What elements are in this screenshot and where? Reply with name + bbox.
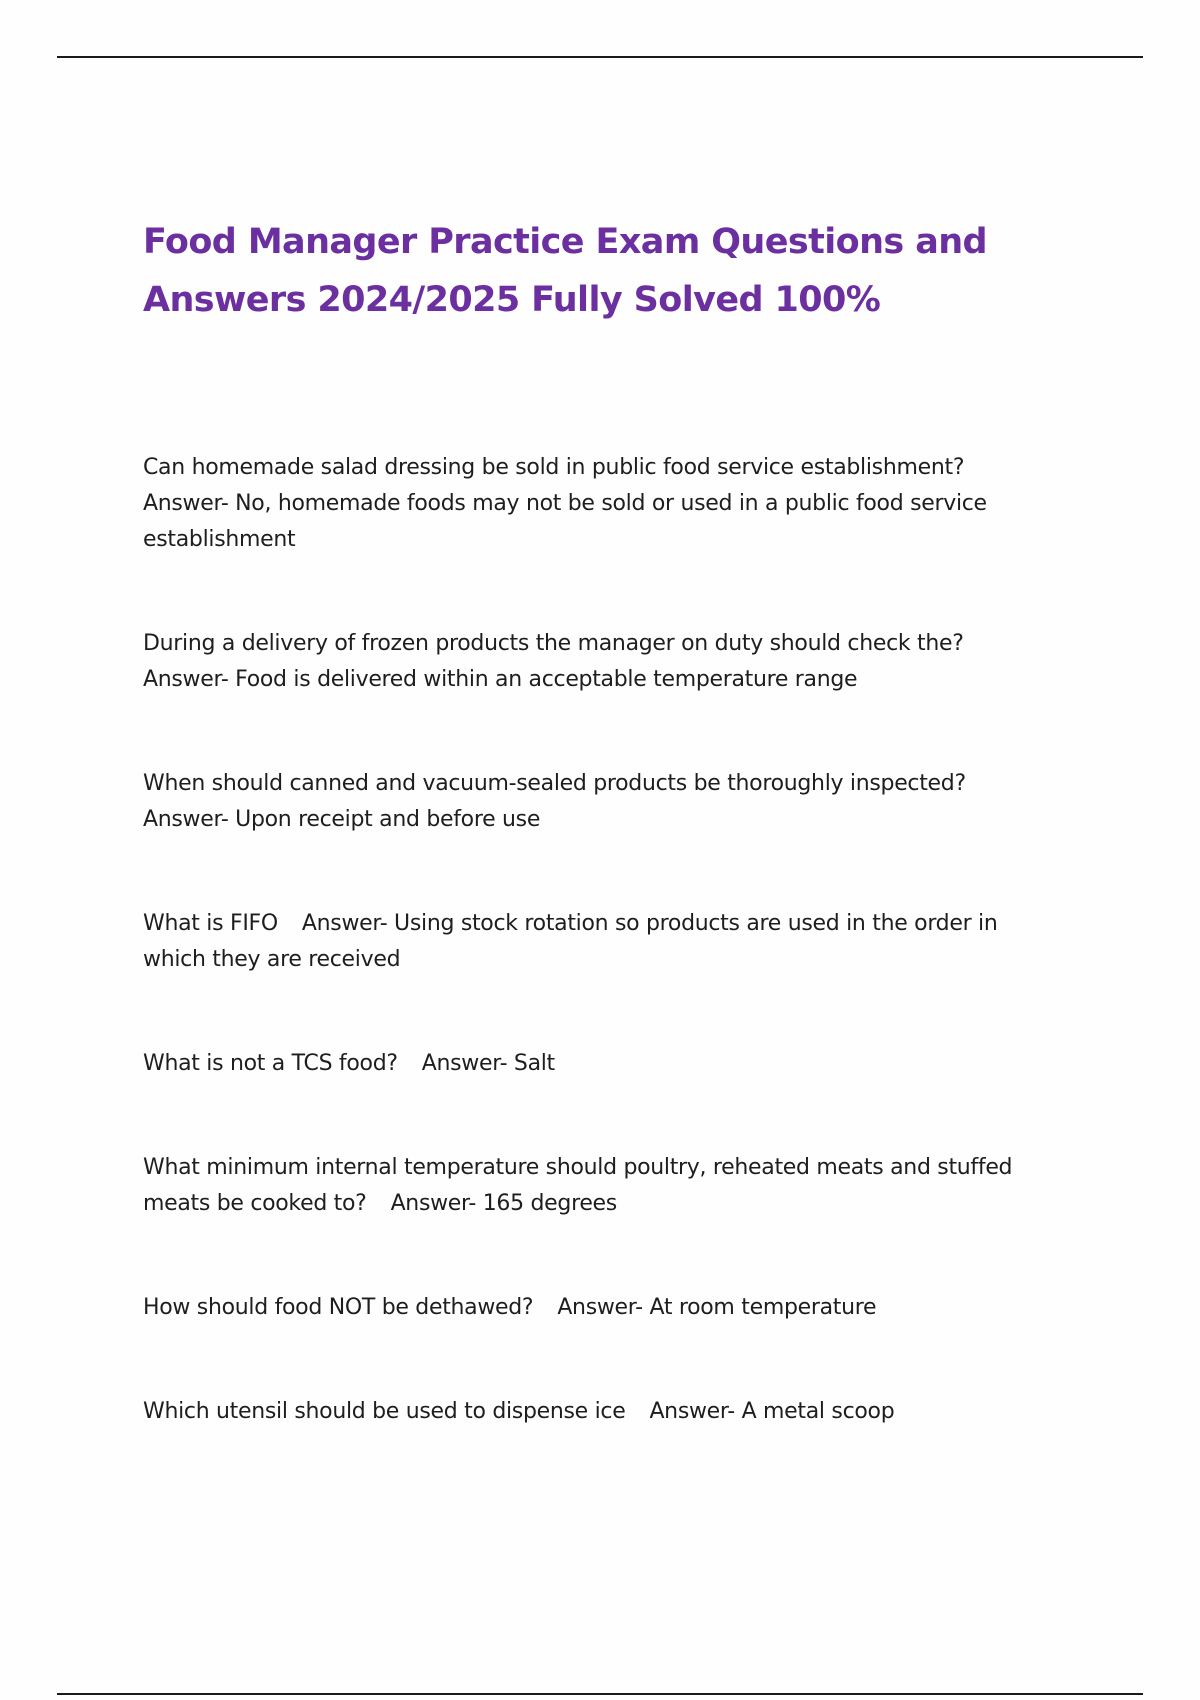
- qa-1-line-2: Answer- No, homemade foods may not be sold or used in a public food service: [143, 491, 987, 516]
- qa-6-answer: Answer- 165 degrees: [390, 1191, 617, 1216]
- qa-8-question: Which utensil should be used to dispense ice: [143, 1399, 626, 1424]
- qa-4-answer: Answer- Using stock rotation so products are used in the order in: [301, 911, 998, 936]
- top-rule: [57, 56, 1143, 58]
- title-line-1: Food Manager Practice Exam Questions and: [143, 222, 988, 262]
- qa-item-6: [143, 1150, 1063, 1222]
- qa-item-7: [143, 1290, 1063, 1326]
- qa-4-question: What is FIFO: [143, 911, 278, 936]
- qa-7-answer: Answer- At room temperature: [557, 1295, 877, 1320]
- qa-6-question: meats be cooked to?: [143, 1191, 367, 1216]
- qa-2-line-1: During a delivery of frozen products the manager on duty should check the?: [143, 631, 964, 656]
- qa-item-4: [143, 906, 1063, 978]
- qa-3-line-2: Answer- Upon receipt and before use: [143, 807, 541, 832]
- qa-6-line-1: What minimum internal temperature should poultry, reheated meats and stuffed: [143, 1155, 1013, 1180]
- title-line-2: Answers 2024/2025 Fully Solved 100%: [143, 280, 881, 320]
- qa-item-2: [143, 626, 1063, 698]
- qa-1-line-3: establishment: [143, 527, 296, 552]
- qa-item-1: [143, 450, 1063, 558]
- qa-7-question: How should food NOT be dethawed?: [143, 1295, 534, 1320]
- qa-5-line-1: [143, 1046, 1063, 1082]
- document-title: [143, 213, 1043, 329]
- qa-8-line-1: [143, 1394, 1063, 1430]
- qa-7-line-1: [143, 1290, 1063, 1326]
- qa-item-3: [143, 766, 1063, 838]
- qa-item-5: [143, 1046, 1063, 1082]
- qa-5-question: What is not a TCS food?: [143, 1051, 398, 1076]
- qa-4-line-2: which they are received: [143, 947, 401, 972]
- qa-3-line-1: When should canned and vacuum-sealed products be thoroughly inspected?: [143, 771, 966, 796]
- qa-2-line-2: Answer- Food is delivered within an acceptable temperature range: [143, 667, 858, 692]
- qa-6-line-2: [143, 1186, 1063, 1222]
- qa-item-8: [143, 1394, 1063, 1430]
- qa-8-answer: Answer- A metal scoop: [649, 1399, 895, 1424]
- qa-5-answer: Answer- Salt: [421, 1051, 555, 1076]
- qa-1-line-1: Can homemade salad dressing be sold in public food service establishment?: [143, 455, 965, 480]
- bottom-rule: [57, 1693, 1143, 1695]
- qa-4-line-1: [143, 906, 1063, 942]
